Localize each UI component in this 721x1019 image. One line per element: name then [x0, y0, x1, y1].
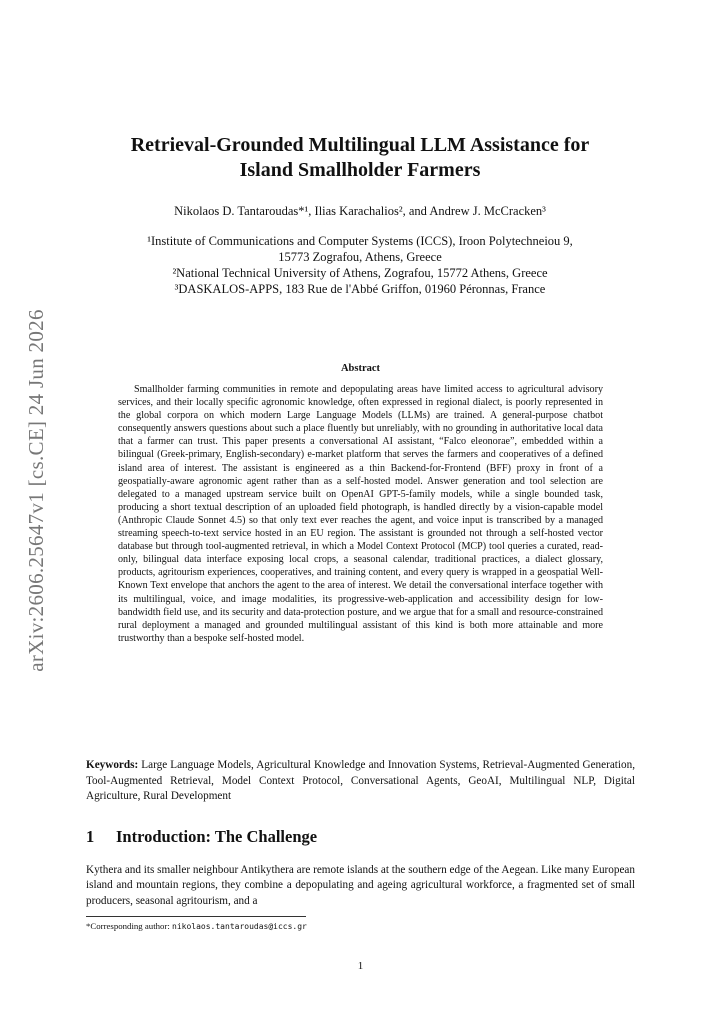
page-number: 1: [357, 960, 364, 972]
affiliations: [80, 233, 640, 297]
affiliation-line: ¹Institute of Communications and Computer Systems (ICCS), Iroon Polytechneiou 9,: [147, 234, 573, 248]
abstract-body: Smallholder farming communities in remote and depopulating areas have limited access to agricultural advisory services, and their locally specific agronomic knowledge, often expressed in regional dialect, is poorly represented in the global corpora on which modern Large Language Models (LLMs) are trained. A general-purpose chatbot consequently answers questions about such a place fluently but unreliably, with no grounding in authoritative local data that a farmer can trust. This paper presents a conversational AI assistant, “Falco eleonorae”, embedded within a bilingual (Greek-primary, English-secondary) e-market platform that serves the farmers and cooperatives of a defined island area of interest. The assistant is engineered as a thin Backend-for-Frontend (BFF) proxy in front of a geospatially-aware agronomic agent rather than as a self-hosted model. Answer generation and tool selection are delegated to a managed upstream service built on OpenAI GPT-5-family models, while a single bounded task, producing a short textual description of an uploaded field photograph, is handled directly by a vision-capable model (Anthropic Claude Sonnet 4.5) so that only text ever reaches the agent, and voice input is transcribed by a managed streaming speech-to-text service hosted in an EU region. The assistant is grounded not through a self-hosted vector database but through tool-augmented retrieval, in which a Model Context Protocol (MCP) tool queries a curated, read-only, bilingual data interface exposing local crops, a seasonal calendar, traditional practices, a dialect glossary, products, agritourism experiences, cooperatives, and training content, and every query is wrapped in a geospatial Well-Known Text envelope that anchors the agent to the area of interest. We detail the conversational interface together with its multilingual, voice, and image modalities, its progressive-web-application and accessibility design for low-bandwidth field use, and its security and data-protection posture, and we argue that for a small and resource-constrained rural deployment a managed and grounded multilingual assistant of this kind is both more attainable and more trustworthy than a bespoke self-hosted model.: [118, 384, 603, 644]
section-number: 1: [86, 827, 95, 846]
arxiv-id-text: arXiv:2606.25647v1 [cs.CE] 24 Jun 2026: [23, 308, 48, 672]
intro-paragraph: Kythera and its smaller neighbour Antikythera are remote islands at the southern edge of the Aegean. Like many European island and mountain regions, they combine a depopulating and ageing agricultural workforce, a fragmented set of small producers, seasonal agritourism, and a: [86, 864, 635, 907]
section-title: Introduction: The Challenge: [116, 827, 318, 846]
section-heading: [86, 827, 635, 847]
keywords-label: Keywords:: [86, 759, 139, 771]
affiliation-line: ²National Technical University of Athens, Zografou, 15772 Athens, Greece: [172, 266, 548, 280]
footnote-label: *Corresponding author:: [86, 921, 173, 931]
keywords-text: Large Language Models, Agricultural Knowledge and Innovation Systems, Retrieval-Augmented Generation, Tool-Augmented Retrieval, Model Context Protocol, Conversational Agents, GeoAI, Multilingual NLP, Digital Agriculture, Rural Development: [86, 759, 636, 802]
title-line-1: Retrieval-Grounded Multilingual LLM Assistance for: [130, 134, 590, 156]
footnote-email[interactable]: nikolaos.tantaroudas@iccs.gr: [172, 922, 307, 931]
arxiv-identifier: [14, 300, 58, 680]
affiliation-line: 15773 Zografou, Athens, Greece: [278, 250, 442, 264]
title-line-2: Island Smallholder Farmers: [239, 159, 481, 181]
affiliation-line: ³DASKALOS-APPS, 183 Rue de l'Abbé Griffon, 01960 Péronnas, France: [174, 282, 546, 296]
keywords-block: [86, 758, 635, 805]
author-list: Nikolaos D. Tantaroudas*¹, Ilias Karachalios², and Andrew J. McCracken³: [174, 204, 546, 218]
footnote-rule: [86, 916, 306, 917]
footnote: [86, 921, 635, 931]
paper-title: [70, 133, 650, 183]
abstract-heading: Abstract: [340, 363, 381, 374]
